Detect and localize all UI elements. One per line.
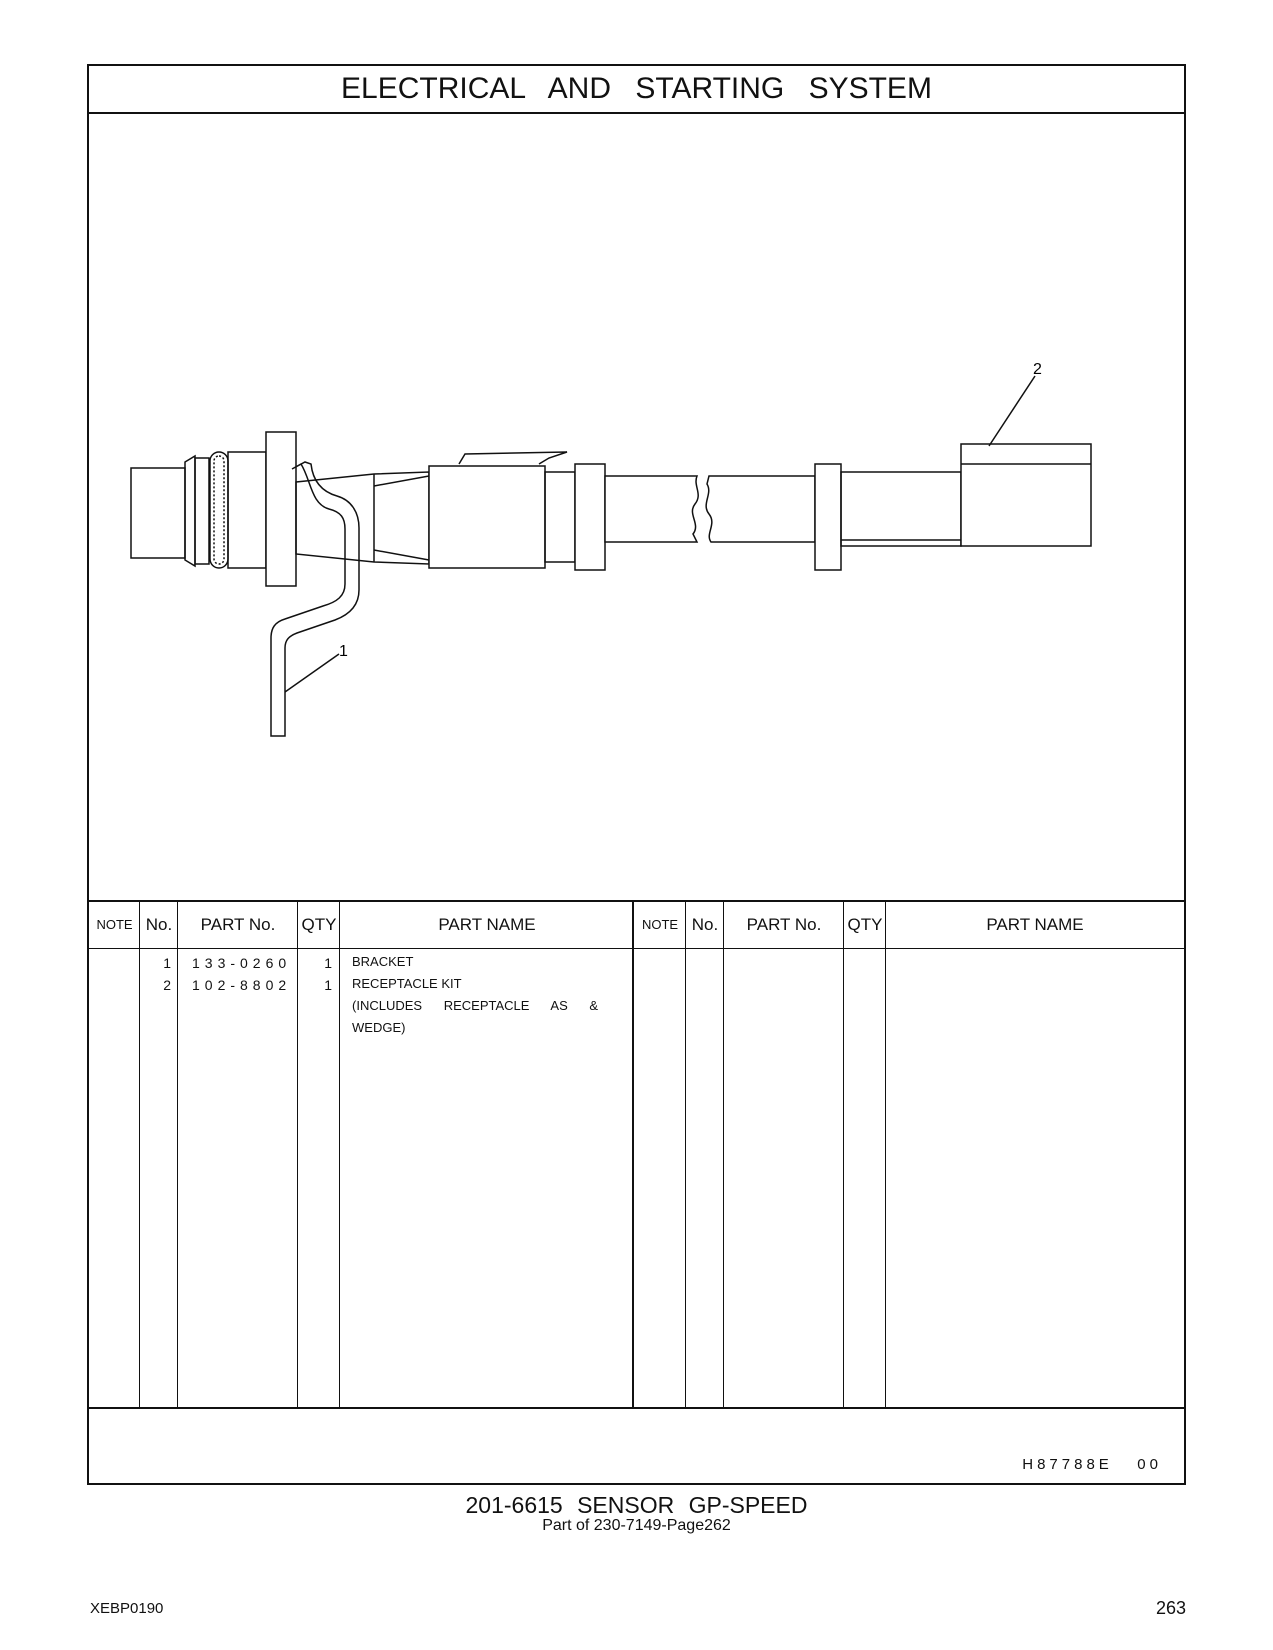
- parts-table: [89, 900, 1184, 1409]
- publication-code: XEBP0190: [90, 1600, 164, 1617]
- row-2-qty: 1: [324, 977, 332, 993]
- header-divider: [89, 948, 1184, 949]
- header-note: NOTE: [96, 917, 133, 932]
- caption-title: 201-6615 SENSOR GP-SPEED: [465, 1492, 808, 1518]
- header-qty: QTY: [301, 915, 337, 934]
- row-2-part-no: 102-8802: [192, 977, 292, 993]
- header-no: No.: [691, 915, 719, 934]
- page-frame: [87, 64, 1186, 1485]
- callout-2: 2: [1033, 361, 1042, 378]
- row-2-name-line-3: WEDGE): [352, 1020, 406, 1035]
- row-2-name-line-1: RECEPTACLE KIT: [352, 976, 462, 991]
- section-title: ELECTRICAL AND STARTING SYSTEM: [89, 66, 1184, 114]
- row-2-name-line-2: (INCLUDES RECEPTACLE AS &: [352, 998, 599, 1013]
- col-divider: [844, 902, 886, 1407]
- col-divider: [686, 902, 724, 1407]
- callout-1: 1: [339, 643, 348, 660]
- row-1-no: 1: [163, 955, 171, 971]
- row-1-qty: 1: [324, 955, 332, 971]
- header-part-name: PART NAME: [986, 915, 1084, 934]
- header-qty: QTY: [847, 915, 883, 934]
- header-part-no: PART No.: [746, 915, 822, 934]
- header-no: No.: [145, 915, 173, 934]
- sensor-drawing: [89, 114, 1184, 903]
- parts-illustration: [89, 114, 1184, 903]
- col-divider: [724, 902, 844, 1407]
- col-divider: [89, 902, 140, 1407]
- row-1-part-no: 133-0260: [192, 955, 292, 971]
- caption-subtitle: Part of 230-7149-Page262: [542, 1517, 731, 1534]
- header-part-name: PART NAME: [438, 915, 536, 934]
- figure-code: H87788E 00: [1022, 1456, 1162, 1473]
- col-divider: [634, 902, 686, 1407]
- header-part-no: PART No.: [200, 915, 276, 934]
- row-2-no: 2: [163, 977, 171, 993]
- page-number: 263: [1155, 1598, 1186, 1618]
- row-1-name: BRACKET: [352, 954, 414, 969]
- header-note: NOTE: [641, 917, 679, 932]
